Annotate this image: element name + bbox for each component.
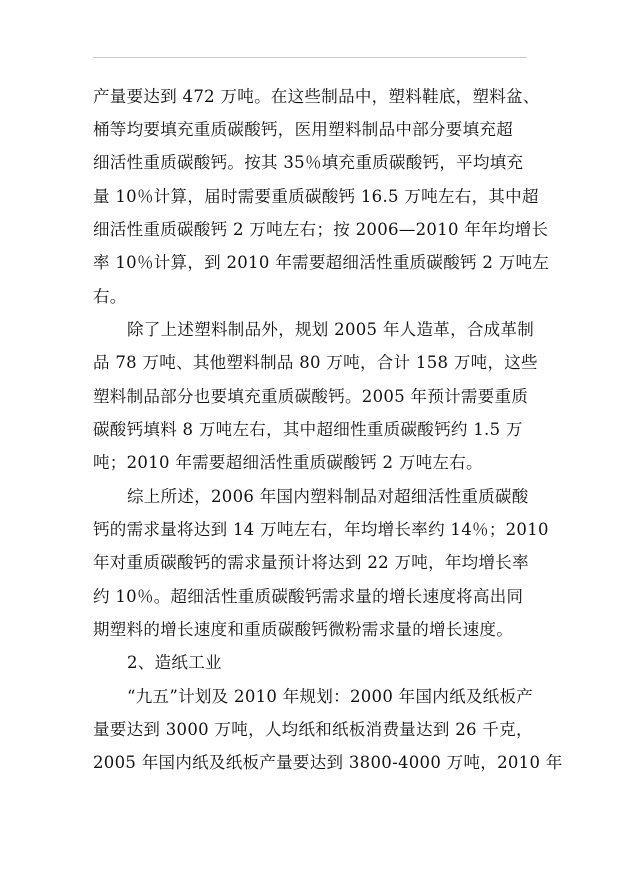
text-line: 量 10％计算，届时需要重质碳酸钙 16.5 万吨左右，其中超 xyxy=(93,187,539,206)
text-line: 年对重质碳酸钙的需求量预计将达到 22 万吨，年均增长率 xyxy=(93,553,529,572)
text-line: 细活性重质碳酸钙。按其 35％填充重质碳酸钙，平均填充 xyxy=(93,153,524,172)
text-line: 除了上述塑料制品外，规划 2005 年人造革，合成革制 xyxy=(127,320,535,339)
text-line: 率 10％计算，到 2010 年需要超细活性重质碳酸钙 2 万吨左 xyxy=(93,253,550,272)
section-heading: 2、造纸工业 xyxy=(127,653,222,672)
text-line: 量要达到 3000 万吨，人均纸和纸板消费量达到 26 千克， xyxy=(93,720,533,739)
text-line: 右。 xyxy=(93,287,127,306)
text-line: 2005 年国内纸及纸板产量要达到 3800-4000 万吨，2010 年 xyxy=(93,753,563,772)
text-line: 约 10％。超细活性重质碳酸钙需求量的增长速度将高出同 xyxy=(93,587,524,606)
text-line: 塑料制品部分也要填充重质碳酸钙。2005 年预计需要重质 xyxy=(93,387,529,406)
text-line: 碳酸钙填料 8 万吨左右，其中超细性重质碳酸钙约 1.5 万 xyxy=(93,420,523,439)
text-line: 产量要达到 472 万吨。在这些制品中，塑料鞋底，塑料盆、 xyxy=(93,87,540,106)
text-line: 期塑料的增长速度和重质碳酸钙微粉需求量的增长速度。 xyxy=(93,620,513,639)
text-line: 桶等均要填充重质碳酸钙，医用塑料制品中部分要填充超 xyxy=(93,120,513,139)
text-line: 品 78 万吨、其他塑料制品 80 万吨，合计 158 万吨，这些 xyxy=(93,353,538,372)
text-line: 综上所述，2006 年国内塑料制品对超细活性重质碳酸 xyxy=(127,487,529,506)
header-rule xyxy=(93,57,527,58)
text-line: 吨；2010 年需要超细活性重质碳酸钙 2 万吨左右。 xyxy=(93,453,483,472)
text-line: “九五”计划及 2010 年规划：2000 年国内纸及纸板产 xyxy=(127,687,534,706)
text-line: 钙的需求量将达到 14 万吨左右，年均增长率约 14％；2010 xyxy=(93,520,549,539)
text-line: 细活性重质碳酸钙 2 万吨左右；按 2006—2010 年年均增长 xyxy=(93,220,549,239)
